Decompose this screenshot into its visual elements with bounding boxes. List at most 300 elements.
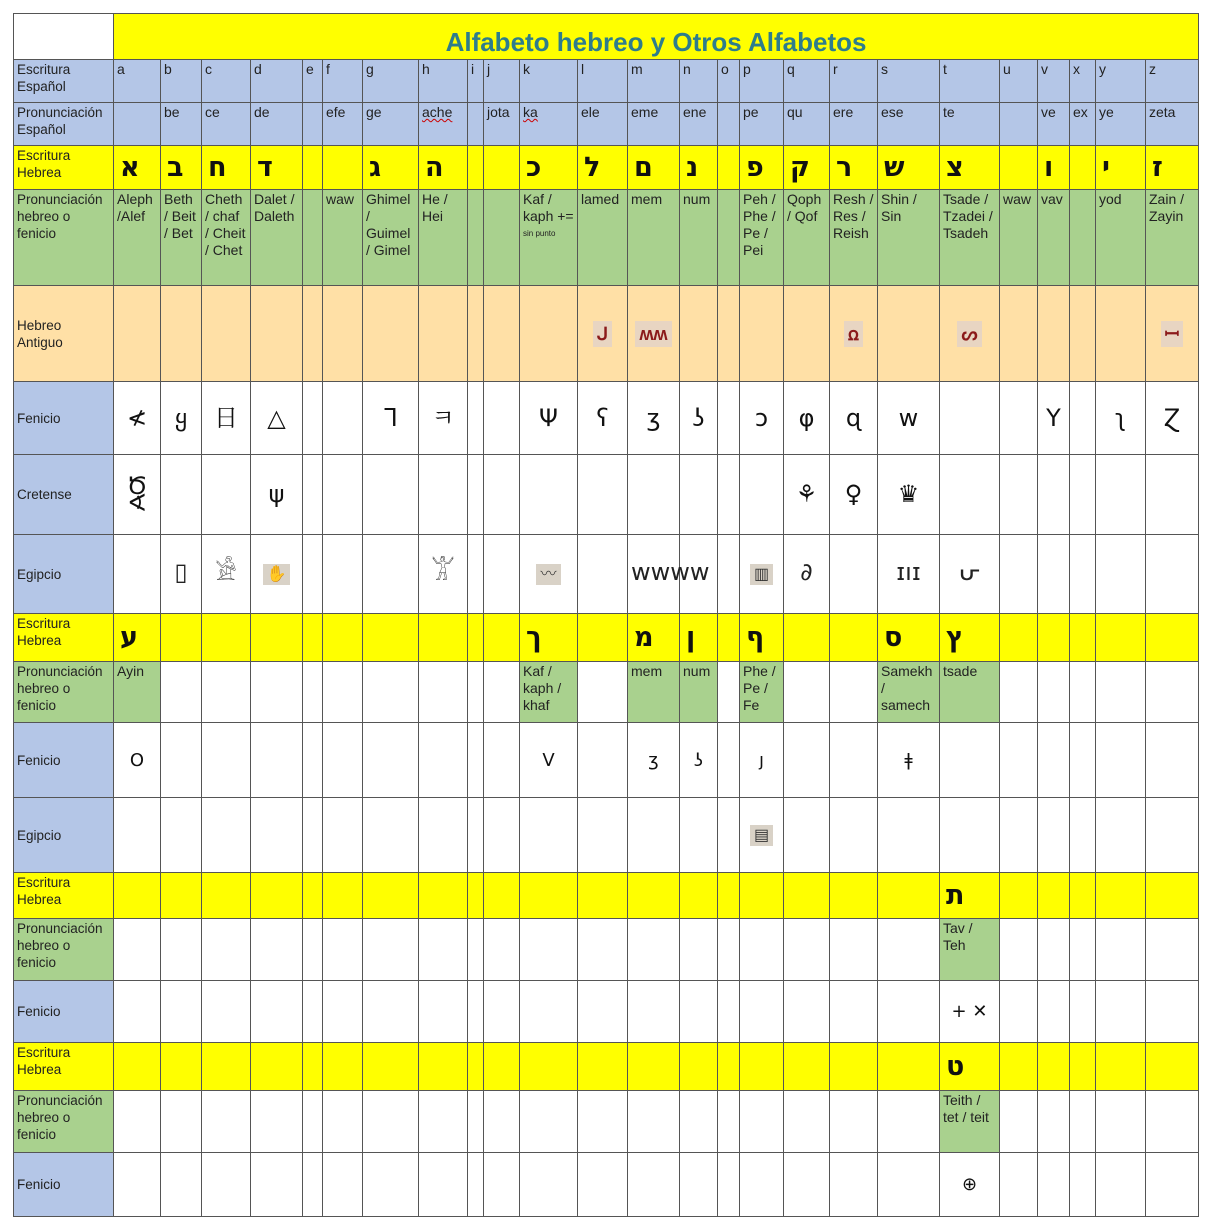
letter-h: h xyxy=(419,60,468,103)
pron-heb3-e xyxy=(303,919,323,981)
egyptian2-f xyxy=(323,798,363,873)
egyptian-j xyxy=(484,535,520,614)
hebrew3-f xyxy=(323,873,363,919)
pron-es-v: ve xyxy=(1038,103,1070,146)
row-egipcio-1 xyxy=(14,535,1199,614)
pron-heb-z: Zain / Zayin xyxy=(1146,190,1199,286)
ancient-hebrew-o xyxy=(718,286,740,382)
ancient-hebrew-g xyxy=(363,286,419,382)
egyptian-a xyxy=(114,535,161,614)
phoenician4-e xyxy=(303,1153,323,1217)
pron-heb3-y xyxy=(1096,919,1146,981)
egyptian2-t xyxy=(940,798,1000,873)
row-label-pronunciacion_espanol: Pronunciación Español xyxy=(14,103,114,146)
hebrew-letter-f xyxy=(323,146,363,190)
ancient-hebrew-h xyxy=(419,286,468,382)
letter-t: t xyxy=(940,60,1000,103)
hebrew-letter-h: ה xyxy=(419,146,468,190)
pron-heb3-f xyxy=(323,919,363,981)
hebrew4-a xyxy=(114,1043,161,1091)
hebrew-final-z xyxy=(1146,614,1199,662)
phoenician4-d xyxy=(251,1153,303,1217)
pron-heb4-u xyxy=(1000,1091,1038,1153)
pron-heb3-n xyxy=(680,919,718,981)
phoenician2-x xyxy=(1070,723,1096,798)
egyptian-glyph-q: ∂ xyxy=(800,558,813,586)
egyptian-t xyxy=(940,535,1000,614)
pron-heb-v: vav xyxy=(1038,190,1070,286)
letter-d: d xyxy=(251,60,303,103)
hebrew-letter-r: ר xyxy=(830,146,878,190)
pron-heb2-e xyxy=(303,662,323,723)
phoenician-p: ɔ xyxy=(740,382,784,455)
pron-heb3-o xyxy=(718,919,740,981)
phoenician3-l xyxy=(578,981,628,1043)
pron-heb4-o xyxy=(718,1091,740,1153)
hebrew4-g xyxy=(363,1043,419,1091)
cretan-l xyxy=(578,455,628,535)
pron-es-k xyxy=(520,103,578,146)
phoenician2-s: ǂ xyxy=(878,723,940,798)
pron-heb4-r xyxy=(830,1091,878,1153)
pron-heb-y: yod xyxy=(1096,190,1146,286)
pron-heb2-x xyxy=(1070,662,1096,723)
phoenician4-v xyxy=(1038,1153,1070,1217)
pron-heb4-e xyxy=(303,1091,323,1153)
phoenician-r: ɋ xyxy=(830,382,878,455)
egyptian-glyph-c: 𓀀 xyxy=(215,558,237,586)
phoenician4-m xyxy=(628,1153,680,1217)
row-label-pronunciacion_hebreo: Pronunciación hebreo o fenicio xyxy=(14,1091,114,1153)
cretan-d: ψ xyxy=(251,455,303,535)
phoenician4-i xyxy=(468,1153,484,1217)
ancient-hebrew-z xyxy=(1146,286,1199,382)
pron-heb-c: Cheth / chaf / Cheit / Chet xyxy=(202,190,251,286)
row-escritura-hebrea-3 xyxy=(14,873,1199,919)
egyptian-b xyxy=(161,535,202,614)
letter-k: k xyxy=(520,60,578,103)
pron-heb4-x xyxy=(1070,1091,1096,1153)
hebrew-final-m: מ xyxy=(628,614,680,662)
phoenician4-k xyxy=(520,1153,578,1217)
pron-es-j: jota xyxy=(484,103,520,146)
hebrew4-i xyxy=(468,1043,484,1091)
egyptian2-g xyxy=(363,798,419,873)
hebrew-final-g xyxy=(363,614,419,662)
pron-heb4-t: Teith / tet / teit xyxy=(940,1091,1000,1153)
hebrew3-l xyxy=(578,873,628,919)
cretan-e xyxy=(303,455,323,535)
row-pronunciacion-espanol xyxy=(14,103,1199,146)
phoenician3-i xyxy=(468,981,484,1043)
row-label-egipcio: Egipcio xyxy=(14,535,114,614)
phoenician4-b xyxy=(161,1153,202,1217)
cretan-h xyxy=(419,455,468,535)
row-escritura-hebrea-2 xyxy=(14,614,1199,662)
pron-heb-i xyxy=(468,190,484,286)
hebrew-final-n: ן xyxy=(680,614,718,662)
cretan-u xyxy=(1000,455,1038,535)
hebrew-letter-m: ם xyxy=(628,146,680,190)
pron-heb-r: Resh / Res / Reish xyxy=(830,190,878,286)
egyptian-q xyxy=(784,535,830,614)
letter-s: s xyxy=(878,60,940,103)
phoenician3-y xyxy=(1096,981,1146,1043)
cretan-t xyxy=(940,455,1000,535)
cretan-a: Ծ ∢ xyxy=(114,455,161,535)
hebrew-final-h xyxy=(419,614,468,662)
letter-l: l xyxy=(578,60,628,103)
egyptian2-i xyxy=(468,798,484,873)
phoenician-x xyxy=(1070,382,1096,455)
ancient-hebrew-k xyxy=(520,286,578,382)
pron-heb3-d xyxy=(251,919,303,981)
phoenician4-a xyxy=(114,1153,161,1217)
row-label-pronunciacion_hebreo: Pronunciación hebreo o fenicio xyxy=(14,919,114,981)
phoenician3-e xyxy=(303,981,323,1043)
ancient-hebrew-n xyxy=(680,286,718,382)
phoenician4-s xyxy=(878,1153,940,1217)
ancient-hebrew-e xyxy=(303,286,323,382)
egyptian2-e xyxy=(303,798,323,873)
ancient-glyph-r: ꭥ xyxy=(844,321,863,347)
hebrew3-s xyxy=(878,873,940,919)
hebrew-final-u xyxy=(1000,614,1038,662)
pron-heb4-l xyxy=(578,1091,628,1153)
phoenician-n: ʖ xyxy=(680,382,718,455)
egyptian-glyph-s: ɪıɪ xyxy=(896,558,921,586)
phoenician2-a: O xyxy=(114,723,161,798)
hebrew-letter-o xyxy=(718,146,740,190)
hebrew3-c xyxy=(202,873,251,919)
hebrew-letter-c: ח xyxy=(202,146,251,190)
hebrew-final-d xyxy=(251,614,303,662)
ancient-hebrew-l xyxy=(578,286,628,382)
pron-heb2-c xyxy=(202,662,251,723)
phoenician-y: ʅ xyxy=(1096,382,1146,455)
ancient-glyph-m: ʍʍ xyxy=(635,321,671,347)
hebrew4-n xyxy=(680,1043,718,1091)
egyptian2-s xyxy=(878,798,940,873)
letter-y: y xyxy=(1096,60,1146,103)
pron-heb2-a: Ayin xyxy=(114,662,161,723)
alphabet-table xyxy=(13,13,1199,1217)
hebrew-letter-a: א xyxy=(114,146,161,190)
row-label-egipcio: Egipcio xyxy=(14,798,114,873)
egyptian2-u xyxy=(1000,798,1038,873)
letter-a: a xyxy=(114,60,161,103)
row-fenicio-1 xyxy=(14,382,1199,455)
pron-heb-t: Tsade / Tzadei / Tsadeh xyxy=(940,190,1000,286)
egyptian-g xyxy=(363,535,419,614)
egyptian2-z xyxy=(1146,798,1199,873)
egyptian-r xyxy=(830,535,878,614)
hebrew4-h xyxy=(419,1043,468,1091)
hebrew-letter-e xyxy=(303,146,323,190)
egyptian-o xyxy=(718,535,740,614)
hebrew-final-v xyxy=(1038,614,1070,662)
pron-heb2-d xyxy=(251,662,303,723)
hebrew3-i xyxy=(468,873,484,919)
pron-es-m: eme xyxy=(628,103,680,146)
cretan-x xyxy=(1070,455,1096,535)
row-cretense xyxy=(14,455,1199,535)
phoenician4-z xyxy=(1146,1153,1199,1217)
alphabet-table-container xyxy=(13,13,1199,1217)
hebrew-letter-t: צ xyxy=(940,146,1000,190)
phoenician-u xyxy=(1000,382,1038,455)
ancient-glyph-z: ꟷ xyxy=(1161,321,1184,347)
phoenician4-j xyxy=(484,1153,520,1217)
pron-heb4-q xyxy=(784,1091,830,1153)
phoenician-o xyxy=(718,382,740,455)
hebrew-letter-i xyxy=(468,146,484,190)
row-label-fenicio: Fenicio xyxy=(14,981,114,1043)
spellcheck-word: ache xyxy=(422,104,453,120)
hebrew-final-e xyxy=(303,614,323,662)
egyptian2-h xyxy=(419,798,468,873)
pron-heb-s: Shin / Sin xyxy=(878,190,940,286)
row-escritura-espanol xyxy=(14,60,1199,103)
spellcheck-word: ka xyxy=(523,104,538,120)
phoenician-b: ყ xyxy=(161,382,202,455)
letter-o: o xyxy=(718,60,740,103)
hebrew-final-j xyxy=(484,614,520,662)
phoenician-z: Ɀ xyxy=(1146,382,1199,455)
title-row xyxy=(14,14,1199,60)
pron-es-e xyxy=(303,103,323,146)
hebrew4-f xyxy=(323,1043,363,1091)
hebrew4-p xyxy=(740,1043,784,1091)
pron-heb-x xyxy=(1070,190,1096,286)
hebrew4-r xyxy=(830,1043,878,1091)
pron-heb3-i xyxy=(468,919,484,981)
pron-es-a xyxy=(114,103,161,146)
phoenician2-c xyxy=(202,723,251,798)
phoenician2-k: ᐯ xyxy=(520,723,578,798)
pron-heb2-i xyxy=(468,662,484,723)
pron-heb3-r xyxy=(830,919,878,981)
phoenician-a: ≮ xyxy=(114,382,161,455)
phoenician-c: 日 xyxy=(202,382,251,455)
phoenician3-o xyxy=(718,981,740,1043)
phoenician3-g xyxy=(363,981,419,1043)
pron-heb4-m xyxy=(628,1091,680,1153)
phoenician-l: ʕ xyxy=(578,382,628,455)
hebrew3-t: ת xyxy=(940,873,1000,919)
row-escritura-hebrea-1 xyxy=(14,146,1199,190)
pron-heb-g: Ghimel / Guimel / Gimel xyxy=(363,190,419,286)
egyptian2-a xyxy=(114,798,161,873)
hebrew-letter-s: ש xyxy=(878,146,940,190)
egyptian-glyph-d: ✋ xyxy=(263,564,291,585)
hebrew-letter-d: ד xyxy=(251,146,303,190)
pron-heb3-k xyxy=(520,919,578,981)
phoenician2-l xyxy=(578,723,628,798)
ancient-hebrew-u xyxy=(1000,286,1038,382)
egyptian2-y xyxy=(1096,798,1146,873)
pron-heb2-q xyxy=(784,662,830,723)
pron-heb2-b xyxy=(161,662,202,723)
phoenician3-b xyxy=(161,981,202,1043)
pron-heb2-t: tsade xyxy=(940,662,1000,723)
pron-es-b: be xyxy=(161,103,202,146)
hebrew4-o xyxy=(718,1043,740,1091)
ancient-glyph-l: ᒍ xyxy=(593,321,612,347)
pron-heb-u: waw xyxy=(1000,190,1038,286)
hebrew-letter-q: ק xyxy=(784,146,830,190)
hebrew-letter-p: פ xyxy=(740,146,784,190)
row-label-escritura_hebrea: Escritura Hebrea xyxy=(14,614,114,662)
phoenician4-h xyxy=(419,1153,468,1217)
pron-heb4-d xyxy=(251,1091,303,1153)
phoenician2-i xyxy=(468,723,484,798)
letter-j: j xyxy=(484,60,520,103)
egyptian2-v xyxy=(1038,798,1070,873)
ancient-hebrew-p xyxy=(740,286,784,382)
pron-heb3-c xyxy=(202,919,251,981)
hebrew4-c xyxy=(202,1043,251,1091)
pron-heb4-n xyxy=(680,1091,718,1153)
hebrew3-n xyxy=(680,873,718,919)
egyptian-l xyxy=(578,535,628,614)
phoenician4-x xyxy=(1070,1153,1096,1217)
egyptian-s xyxy=(878,535,940,614)
egyptian2-m xyxy=(628,798,680,873)
pron-es-q: qu xyxy=(784,103,830,146)
pron-heb3-l xyxy=(578,919,628,981)
hebrew3-r xyxy=(830,873,878,919)
pron-heb3-t: Tav / Teh xyxy=(940,919,1000,981)
egyptian-glyph-p: ▥ xyxy=(750,564,773,585)
phoenician-d: △ xyxy=(251,382,303,455)
phoenician-e xyxy=(303,382,323,455)
cretan-s: ♛ xyxy=(878,455,940,535)
row-fenicio-3 xyxy=(14,981,1199,1043)
pron-heb3-j xyxy=(484,919,520,981)
row-pronunciacion-hebreo-2 xyxy=(14,662,1199,723)
cretan-f xyxy=(323,455,363,535)
row-label-cretense: Cretense xyxy=(14,455,114,535)
phoenician-t xyxy=(940,382,1000,455)
row-label-hebreo_antiguo: Hebreo Antiguo xyxy=(14,286,114,382)
hebrew-final-s: ס xyxy=(878,614,940,662)
pron-es-i xyxy=(468,103,484,146)
phoenician2-f xyxy=(323,723,363,798)
egyptian2-d xyxy=(251,798,303,873)
phoenician3-c xyxy=(202,981,251,1043)
phoenician4-y xyxy=(1096,1153,1146,1217)
phoenician3-t: + ✕ xyxy=(940,981,1000,1043)
hebrew4-m xyxy=(628,1043,680,1091)
hebrew-letter-b: ב xyxy=(161,146,202,190)
hebrew4-t: ט xyxy=(940,1043,1000,1091)
row-label-escritura_hebrea: Escritura Hebrea xyxy=(14,873,114,919)
hebrew3-h xyxy=(419,873,468,919)
pron-heb2-r xyxy=(830,662,878,723)
pron-heb3-q xyxy=(784,919,830,981)
egyptian2-glyph-p: ▤ xyxy=(750,825,773,846)
phoenician-v: Y xyxy=(1038,382,1070,455)
phoenician-i xyxy=(468,382,484,455)
pron-heb4-b xyxy=(161,1091,202,1153)
phoenician4-u xyxy=(1000,1153,1038,1217)
phoenician4-l xyxy=(578,1153,628,1217)
pron-es-h xyxy=(419,103,468,146)
hebrew-final-b xyxy=(161,614,202,662)
cretan-p xyxy=(740,455,784,535)
hebrew4-k xyxy=(520,1043,578,1091)
egyptian2-c xyxy=(202,798,251,873)
pron-heb2-j xyxy=(484,662,520,723)
hebrew3-d xyxy=(251,873,303,919)
hebrew-final-p: ף xyxy=(740,614,784,662)
phoenician2-e xyxy=(303,723,323,798)
egyptian2-q xyxy=(784,798,830,873)
letter-b: b xyxy=(161,60,202,103)
hebrew-final-f xyxy=(323,614,363,662)
letter-v: v xyxy=(1038,60,1070,103)
letter-e: e xyxy=(303,60,323,103)
phoenician4-o xyxy=(718,1153,740,1217)
egyptian2-k xyxy=(520,798,578,873)
phoenician-f xyxy=(323,382,363,455)
phoenician3-s xyxy=(878,981,940,1043)
hebrew3-j xyxy=(484,873,520,919)
cretan-n xyxy=(680,455,718,535)
phoenician-s: w xyxy=(878,382,940,455)
phoenician3-q xyxy=(784,981,830,1043)
hebrew3-b xyxy=(161,873,202,919)
hebrew-final-t: ץ xyxy=(940,614,1000,662)
ancient-hebrew-r xyxy=(830,286,878,382)
pron-es-d: de xyxy=(251,103,303,146)
pron-heb-a: Aleph /Alef xyxy=(114,190,161,286)
pron-heb3-h xyxy=(419,919,468,981)
pron-heb4-c xyxy=(202,1091,251,1153)
pron-heb-h: He / Hei xyxy=(419,190,468,286)
cretan-r: ♀ xyxy=(830,455,878,535)
pron-heb2-m: mem xyxy=(628,662,680,723)
pron-es-u xyxy=(1000,103,1038,146)
hebrew-final-k: ך xyxy=(520,614,578,662)
pron-heb-e xyxy=(303,190,323,286)
phoenician2-z xyxy=(1146,723,1199,798)
pron-heb4-f xyxy=(323,1091,363,1153)
pron-heb3-u xyxy=(1000,919,1038,981)
hebrew4-x xyxy=(1070,1043,1096,1091)
hebrew3-u xyxy=(1000,873,1038,919)
phoenician2-h xyxy=(419,723,468,798)
pron-heb3-x xyxy=(1070,919,1096,981)
hebrew-letter-l: ל xyxy=(578,146,628,190)
egyptian-glyph-k: 〰 xyxy=(536,564,560,585)
pron-heb2-o xyxy=(718,662,740,723)
egyptian-z xyxy=(1146,535,1199,614)
egyptian2-l xyxy=(578,798,628,873)
row-label-fenicio: Fenicio xyxy=(14,1153,114,1217)
pron-heb4-j xyxy=(484,1091,520,1153)
pron-heb2-v xyxy=(1038,662,1070,723)
phoenician2-o xyxy=(718,723,740,798)
egyptian-f xyxy=(323,535,363,614)
phoenician4-f xyxy=(323,1153,363,1217)
phoenician-m: ʒ xyxy=(628,382,680,455)
phoenician2-v xyxy=(1038,723,1070,798)
pron-heb-d: Dalet / Daleth xyxy=(251,190,303,286)
pron-es-t: te xyxy=(940,103,1000,146)
phoenician2-r xyxy=(830,723,878,798)
